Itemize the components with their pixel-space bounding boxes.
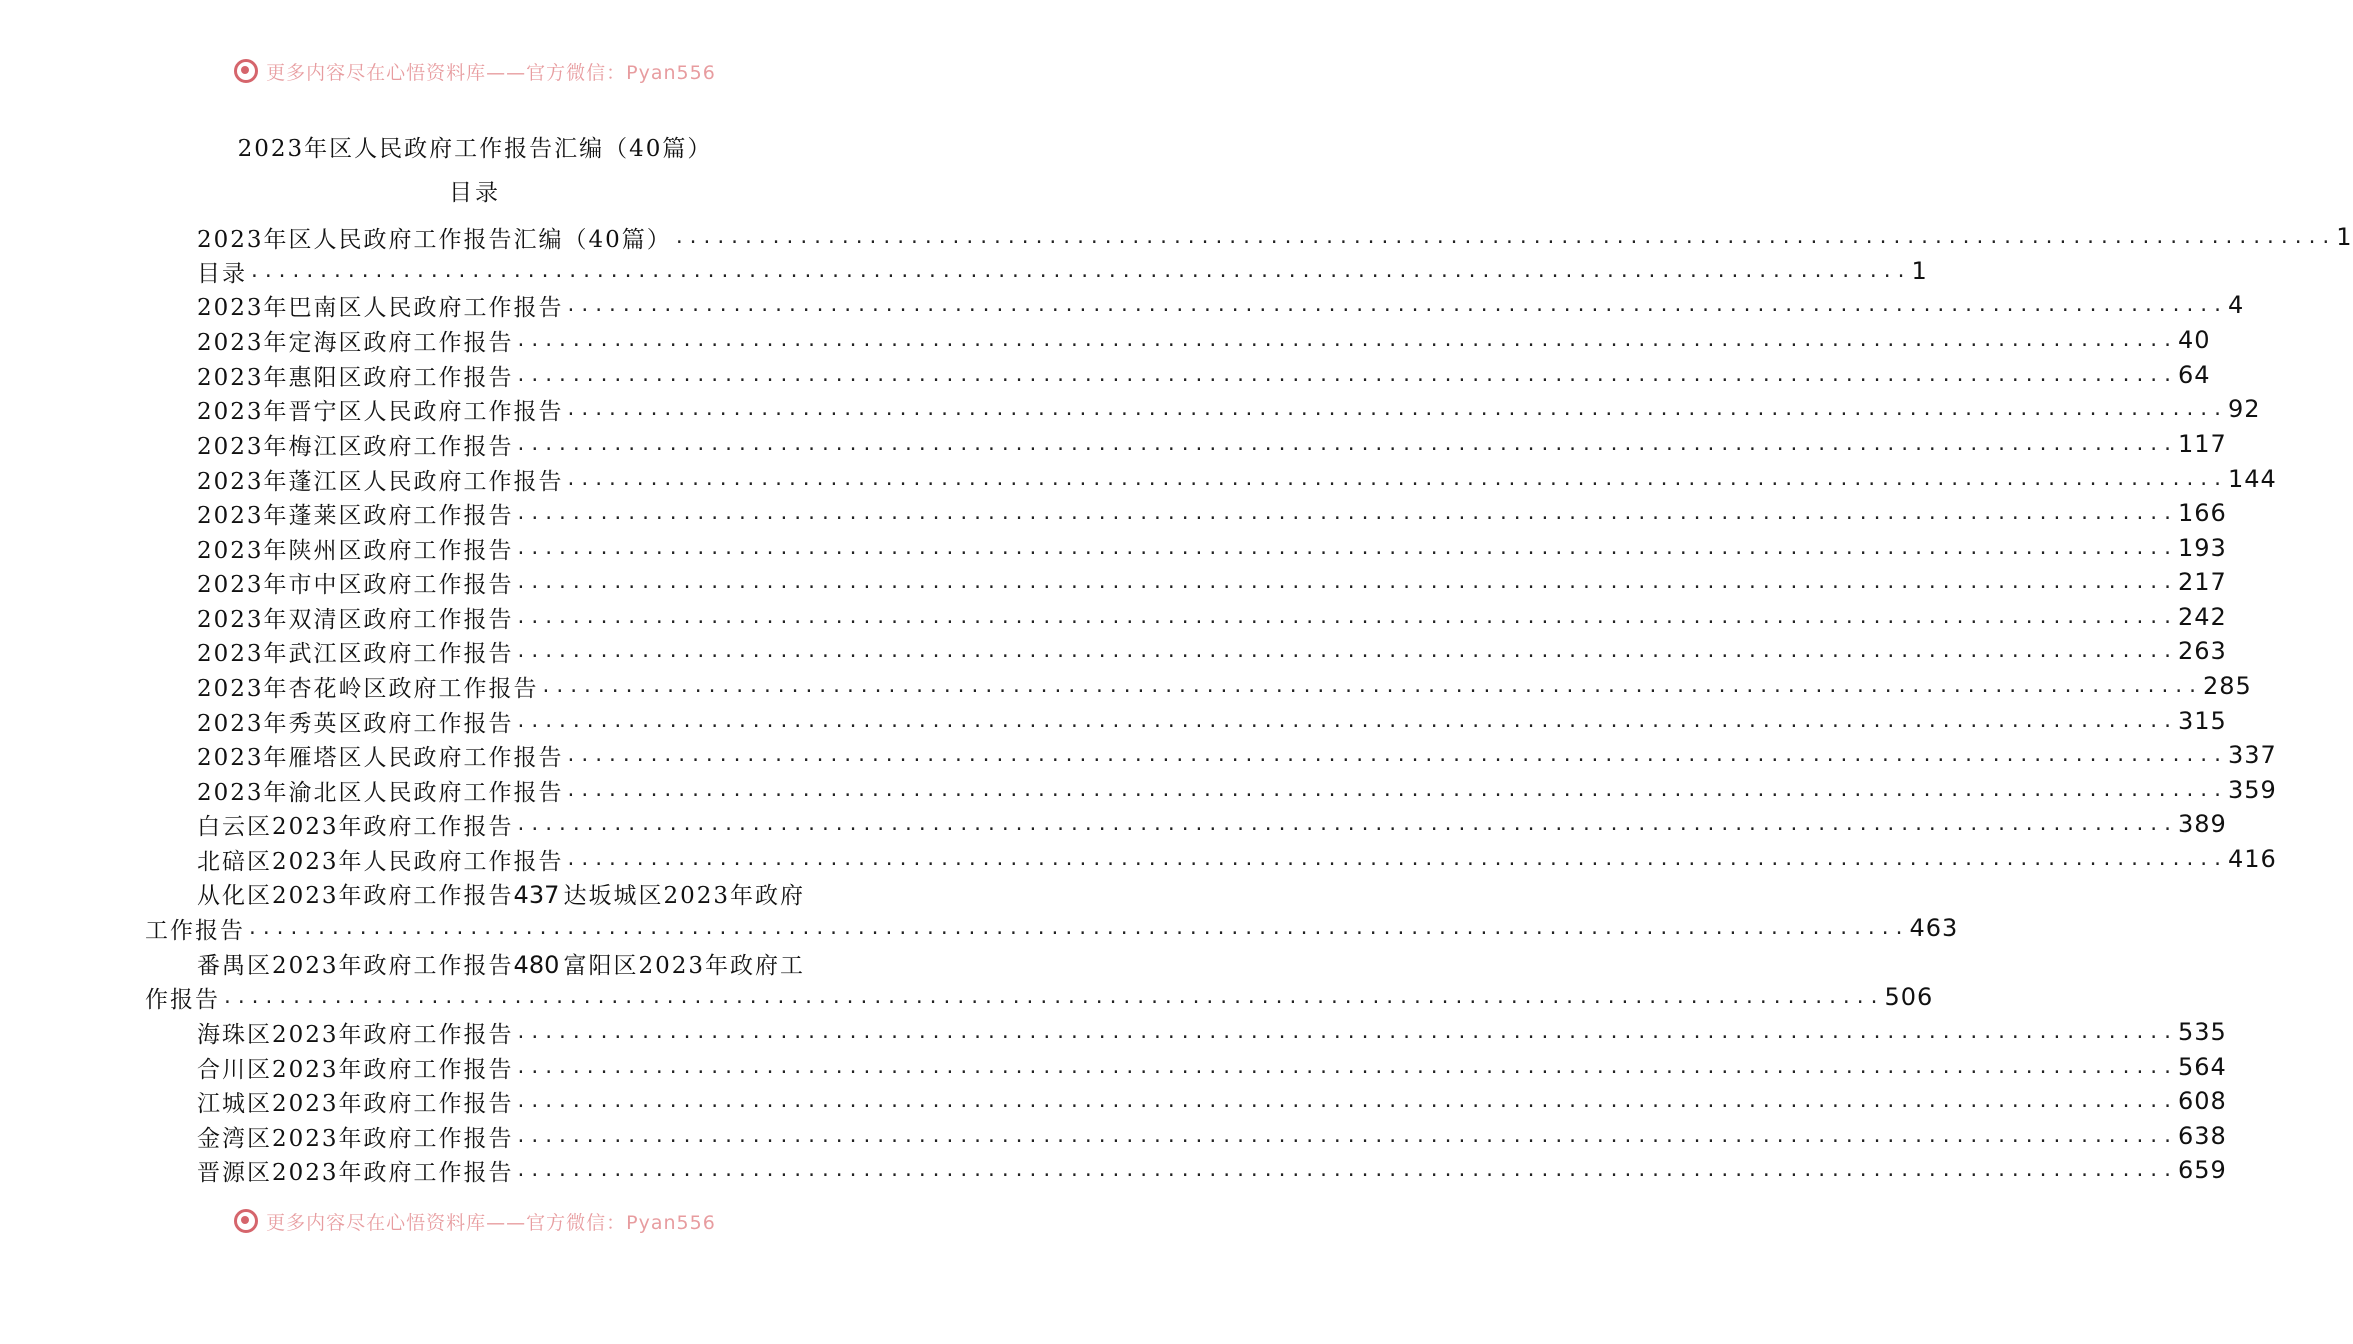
toc-entry-label: 工作报告 bbox=[145, 917, 245, 944]
dot-leader: ........................................................................................................................ bbox=[565, 779, 2226, 801]
toc-entry-page: 193 bbox=[2177, 534, 2227, 562]
dot-leader: ........................................................................................................................ bbox=[515, 433, 2176, 455]
dot-leader: ........................................................................................................................ bbox=[515, 813, 2176, 835]
dot-leader: ........................................................................................................................ bbox=[515, 537, 2176, 559]
toc-entry-page: 4 bbox=[2227, 291, 2245, 319]
toc-entry[interactable] bbox=[197, 392, 2261, 426]
toc-entry-label: 2023年武江区政府工作报告 bbox=[197, 640, 514, 667]
watermark-text: 更多内容尽在心悟资料库——官方微信：Pyan556 bbox=[266, 1211, 716, 1234]
toc-entry-page: 40 bbox=[2177, 326, 2211, 354]
toc-entry-label: 2023年梅江区政府工作报告 bbox=[197, 433, 514, 460]
watermark-text: 更多内容尽在心悟资料库——官方微信：Pyan556 bbox=[266, 61, 716, 84]
toc-entry-label: 合川区2023年政府工作报告 bbox=[197, 1056, 514, 1083]
toc-entry-page: 416 bbox=[2227, 845, 2277, 873]
toc-entry-page: 506 bbox=[1884, 983, 1934, 1011]
toc-entry[interactable] bbox=[197, 1153, 2227, 1187]
dot-leader: ........................................................................................................................ bbox=[515, 1159, 2176, 1181]
toc-entry-label: 海珠区2023年政府工作报告 bbox=[197, 1021, 514, 1048]
footer-watermark bbox=[0, 1206, 950, 1236]
toc-entry-label: 北碚区2023年人民政府工作报告 bbox=[197, 848, 564, 875]
toc-entry-page: 117 bbox=[2177, 430, 2227, 458]
dot-leader: ........................................................................................................................ bbox=[515, 364, 2176, 386]
toc-entry-page: 535 bbox=[2177, 1018, 2227, 1046]
toc-entry-page: 263 bbox=[2177, 637, 2227, 665]
toc-entry[interactable] bbox=[197, 807, 2227, 841]
toc-entry[interactable] bbox=[197, 220, 2353, 254]
dot-leader: ........................................................................................................................ bbox=[673, 226, 2335, 248]
dot-leader: ........................................................................................................................ bbox=[565, 848, 2226, 870]
toc-entry-label: 白云区2023年政府工作报告 bbox=[197, 813, 514, 840]
document-title: 2023年区人民政府工作报告汇编（40篇） bbox=[237, 136, 713, 162]
dot-leader: ........................................................................................................................ bbox=[515, 1021, 2176, 1043]
toc-entry[interactable] bbox=[197, 773, 2277, 807]
toc-entry-label: 2023年陕州区政府工作报告 bbox=[197, 537, 514, 564]
toc-entry-label: 达坂城区2023年政府 bbox=[563, 882, 805, 909]
toc-entry-label: 2023年市中区政府工作报告 bbox=[197, 571, 514, 598]
dot-leader: ........................................................................................................................ bbox=[565, 744, 2226, 766]
toc-entry[interactable] bbox=[197, 1015, 2227, 1049]
toc-merged-entry[interactable] bbox=[197, 946, 805, 980]
toc-entry-page: 437 bbox=[513, 880, 560, 909]
dot-leader: ........................................................................................................................ bbox=[515, 640, 2176, 662]
toc-merged-entry-continuation[interactable] bbox=[145, 911, 1959, 945]
watermark-logo-icon bbox=[234, 59, 258, 83]
toc-entry-page: 1 bbox=[2336, 223, 2353, 251]
toc-entry-page: 64 bbox=[2177, 361, 2211, 389]
toc-entry-label: 作报告 bbox=[145, 986, 220, 1013]
toc-entry[interactable] bbox=[197, 496, 2227, 530]
toc-entry-page: 638 bbox=[2177, 1122, 2227, 1150]
toc-entry-page: 337 bbox=[2227, 741, 2277, 769]
toc-entry-label: 2023年秀英区政府工作报告 bbox=[197, 710, 514, 737]
toc-entry-page: 144 bbox=[2227, 465, 2277, 493]
toc-entry[interactable] bbox=[197, 842, 2277, 876]
toc-entry-page: 659 bbox=[2177, 1156, 2227, 1184]
toc-entry-page: 1 bbox=[1911, 257, 1928, 285]
dot-leader: ........................................................................................................................ bbox=[515, 329, 2176, 351]
toc-entry-label: 从化区2023年政府工作报告437 bbox=[197, 880, 560, 909]
dot-leader: ........................................................................................................................ bbox=[565, 398, 2226, 420]
toc-entry-label: 目录 bbox=[197, 260, 247, 287]
toc-entry-label: 2023年雁塔区人民政府工作报告 bbox=[197, 744, 564, 771]
toc-entry-page: 166 bbox=[2177, 499, 2227, 527]
toc-entry-page: 92 bbox=[2227, 395, 2261, 423]
toc-entry[interactable] bbox=[197, 531, 2227, 565]
toc-entry-page: 359 bbox=[2227, 776, 2277, 804]
toc-entry-label: 2023年区人民政府工作报告汇编（40篇） bbox=[197, 226, 672, 253]
toc-merged-entry-continuation[interactable] bbox=[145, 980, 1934, 1014]
toc-entry[interactable] bbox=[197, 462, 2277, 496]
toc-entry-label: 2023年巴南区人民政府工作报告 bbox=[197, 294, 564, 321]
toc-entry-page: 480 bbox=[513, 950, 560, 979]
toc-entry[interactable] bbox=[197, 323, 2211, 357]
dot-leader: ........................................................................................................................ bbox=[565, 294, 2226, 316]
toc-entry[interactable] bbox=[197, 358, 2211, 392]
header-watermark bbox=[0, 56, 950, 86]
toc-entry[interactable] bbox=[197, 600, 2227, 634]
toc-entry-page: 217 bbox=[2177, 568, 2227, 596]
toc-entry-label: 2023年渝北区人民政府工作报告 bbox=[197, 779, 564, 806]
toc-entry-label: 2023年定海区政府工作报告 bbox=[197, 329, 514, 356]
toc-entry-page: 608 bbox=[2177, 1087, 2227, 1115]
toc-entry[interactable] bbox=[197, 669, 2252, 703]
toc-entry-label: 2023年蓬江区人民政府工作报告 bbox=[197, 468, 564, 495]
toc-entry-label: 2023年惠阳区政府工作报告 bbox=[197, 364, 514, 391]
dot-leader: ........................................................................................................................ bbox=[247, 917, 1908, 939]
dot-leader: ........................................................................................................................ bbox=[222, 986, 1883, 1008]
toc-entry-label: 2023年杏花岭区政府工作报告 bbox=[197, 675, 539, 702]
dot-leader: ........................................................................................................................ bbox=[565, 468, 2226, 490]
dot-leader: ........................................................................................................................ bbox=[515, 710, 2176, 732]
toc-entry[interactable] bbox=[197, 254, 1928, 288]
toc-entry[interactable] bbox=[197, 427, 2227, 461]
dot-leader: ........................................................................................................................ bbox=[515, 1125, 2176, 1147]
toc-entry-label: 2023年双清区政府工作报告 bbox=[197, 606, 514, 633]
toc-entry[interactable] bbox=[197, 738, 2277, 772]
toc-entry-page: 463 bbox=[1909, 914, 1959, 942]
toc-entry-label: 番禺区2023年政府工作报告480 bbox=[197, 950, 560, 979]
toc-entry-label: 晋源区2023年政府工作报告 bbox=[197, 1159, 514, 1186]
toc-entry-page: 242 bbox=[2177, 603, 2227, 631]
dot-leader: ........................................................................................................................ bbox=[540, 675, 2201, 697]
dot-leader: ........................................................................................................................ bbox=[515, 502, 2176, 524]
toc-entry[interactable] bbox=[197, 1050, 2227, 1084]
toc-entry[interactable] bbox=[197, 634, 2227, 668]
toc-heading: 目录 bbox=[449, 180, 501, 206]
toc-entry[interactable] bbox=[197, 288, 2245, 322]
toc-entry-label: 2023年蓬莱区政府工作报告 bbox=[197, 502, 514, 529]
dot-leader: ........................................................................................................................ bbox=[515, 1056, 2176, 1078]
toc-entry-page: 285 bbox=[2202, 672, 2252, 700]
toc-entry[interactable] bbox=[197, 1084, 2227, 1118]
toc-entry-label: 金湾区2023年政府工作报告 bbox=[197, 1125, 514, 1152]
toc-entry[interactable] bbox=[197, 1119, 2227, 1153]
dot-leader: ........................................................................................................................ bbox=[249, 260, 1910, 282]
watermark-logo-icon bbox=[234, 1209, 258, 1233]
toc-entry-label: 富阳区2023年政府工 bbox=[563, 952, 805, 979]
toc-entry-page: 315 bbox=[2177, 707, 2227, 735]
toc-entry-label: 江城区2023年政府工作报告 bbox=[197, 1090, 514, 1117]
toc-entry-label: 2023年晋宁区人民政府工作报告 bbox=[197, 398, 564, 425]
dot-leader: ........................................................................................................................ bbox=[515, 1090, 2176, 1112]
toc-entry-page: 564 bbox=[2177, 1053, 2227, 1081]
dot-leader: ........................................................................................................................ bbox=[515, 606, 2176, 628]
toc-entry[interactable] bbox=[197, 704, 2227, 738]
dot-leader: ........................................................................................................................ bbox=[515, 571, 2176, 593]
toc-entry[interactable] bbox=[197, 565, 2227, 599]
toc-merged-entry[interactable] bbox=[197, 876, 805, 910]
toc-entry-page: 389 bbox=[2177, 810, 2227, 838]
